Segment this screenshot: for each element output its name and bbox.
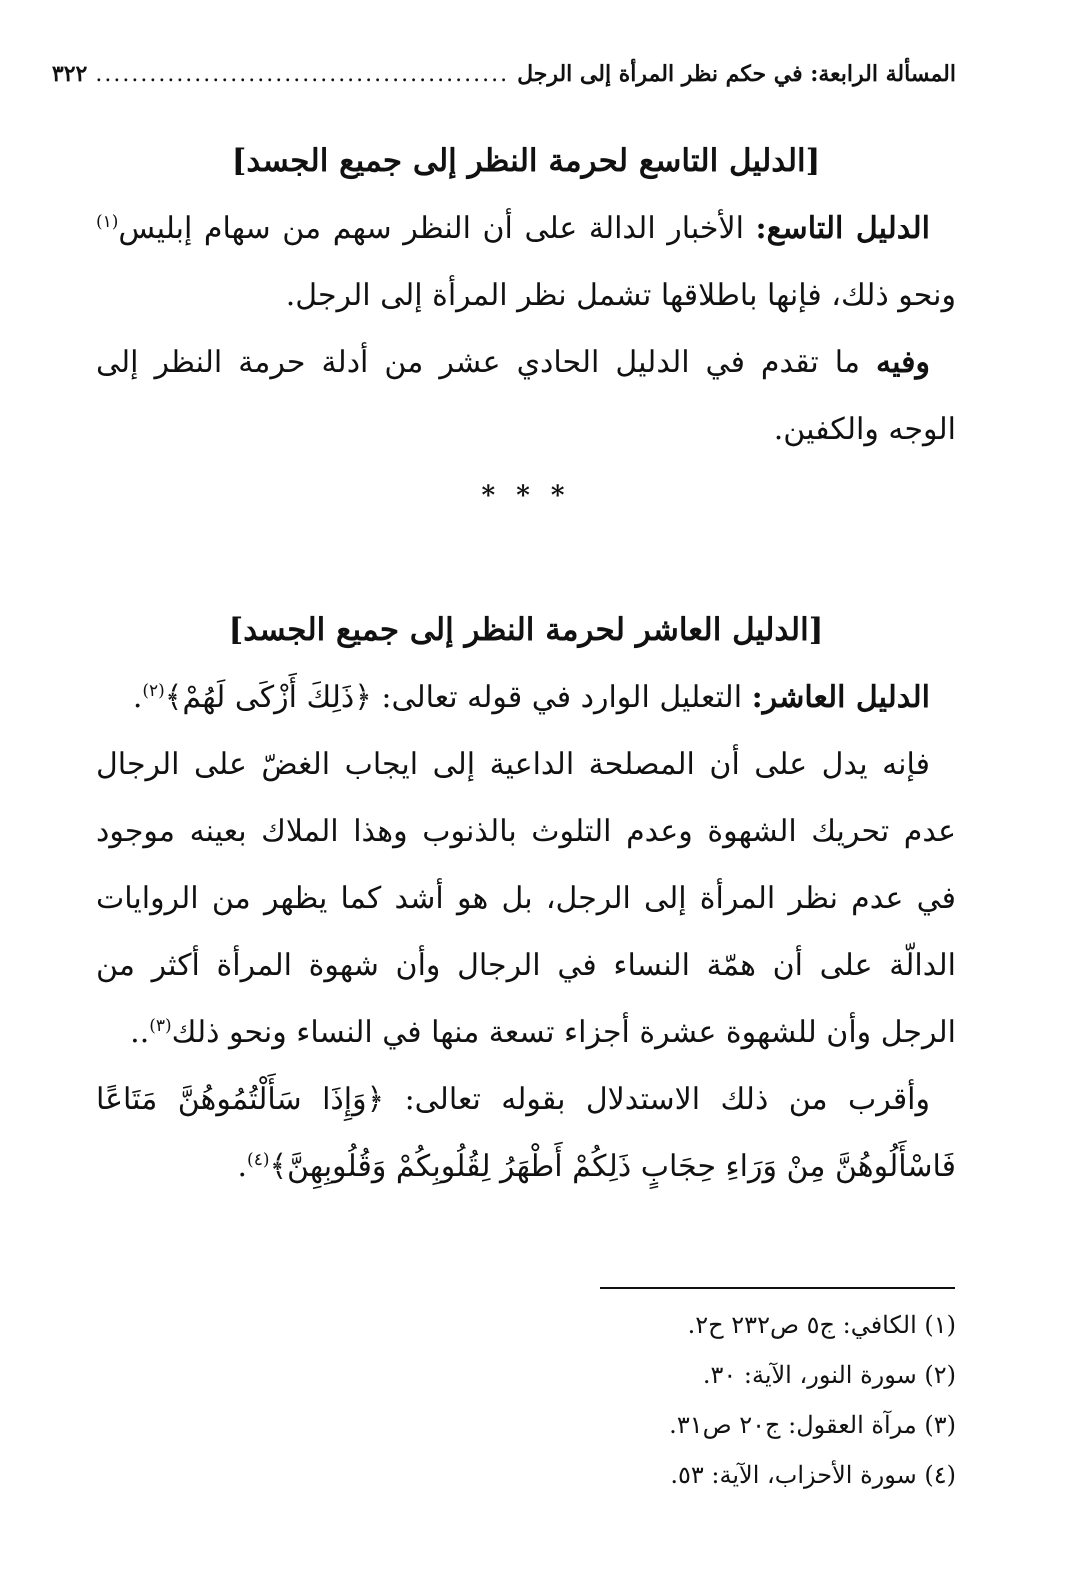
quran-verse: ﴿وَإِذَا سَأَلْتُمُوهُنَّ مَتَاعًا فَاسْأَلُوهُنَّ مِنْ وَرَاءِ حِجَابٍ ذَلِكُمْ أَطْهَرُ لِقُلُوبِكُمْ وَقُلُوبِهِنَّ﴾ <box>96 1082 956 1184</box>
paragraph-text: التعليل الوارد في قوله تعالى: <box>371 680 752 715</box>
header-title: المسألة الرابعة: في حكم نظر المرأة إلى الرجل <box>517 61 956 87</box>
footnote-ref-1[interactable]: (١) <box>96 212 119 232</box>
paragraph-tenth-evidence <box>96 664 956 731</box>
paragraph-tail: .. <box>130 1015 150 1050</box>
paragraph-text: ما تقدم في الدليل الحادي عشر من أدلة حرمة النظر إلى الوجه والكفين. <box>96 345 956 447</box>
paragraph-text: فإنه يدل على أن المصلحة الداعية إلى ايجاب الغضّ على الرجال عدم تحريك الشهوة وعدم التلوث بالذنوب وهذا الملاك بعينه موجود في عدم نظر المرأة إلى الرجل، بل هو أشد كما يظهر من الروايات الدالّة على أن همّة النساء في الرجال وأن شهوة المرأة أكثر من الرجل وأن للشهوة عشرة أجزاء تسعة منها في النساء ونحو ذلك <box>96 747 956 1050</box>
paragraph-tail: . <box>132 680 143 715</box>
footnote-3: (٣) مرآة العقول: ج٢٠ ص٣١. <box>669 1411 956 1439</box>
footnote-1: (١) الكافي: ج٥ ص٢٣٢ ح٢. <box>687 1311 956 1339</box>
paragraph-closer-argument <box>96 1066 956 1200</box>
paragraph-tail: ونحو ذلك، فإنها باطلاقها تشمل نظر المرأة إلى الرجل. <box>285 278 956 313</box>
paragraph-explanation <box>96 731 956 1066</box>
page-number: ٣٢٢ <box>51 61 88 87</box>
footnotes <box>96 1300 956 1500</box>
paragraph-lead: الدليل التاسع: <box>755 211 930 246</box>
section-heading-tenth: [الدليل العاشر لحرمة النظر إلى جميع الجسد] <box>228 612 824 648</box>
footnote-4: (٤) سورة الأحزاب، الآية: ٥٣. <box>670 1461 956 1489</box>
section-gap <box>96 530 956 597</box>
quran-verse: ﴿ذَلِكَ أَزْكَى لَهُمْ﴾ <box>164 680 372 715</box>
footnote-ref-2[interactable]: (٢) <box>142 681 165 701</box>
running-header <box>51 52 956 96</box>
footnote-ref-3[interactable]: (٣) <box>149 1016 172 1036</box>
main-text <box>96 128 956 1200</box>
paragraph-ninth-evidence <box>96 195 956 329</box>
footnote-2: (٢) سورة النور، الآية: ٣٠. <box>702 1361 956 1389</box>
paragraph-objection <box>96 329 956 463</box>
paragraph-text: وأقرب من ذلك الاستدلال بقوله تعالى: <box>384 1082 930 1117</box>
paragraph-text: الأخبار الدالة على أن النظر سهم من سهام إبليس <box>118 211 756 246</box>
paragraph-lead: وفيه <box>876 345 930 380</box>
section-heading-ninth: [الدليل التاسع لحرمة النظر إلى جميع الجسد] <box>231 143 821 179</box>
footnote-ref-4[interactable]: (٤) <box>247 1150 270 1170</box>
section-separator: * * * <box>481 481 571 511</box>
header-leader-dots: .............................................. <box>95 61 510 87</box>
footnote-divider <box>600 1287 955 1289</box>
paragraph-tail: . <box>237 1149 248 1184</box>
paragraph-lead: الدليل العاشر: <box>751 680 930 715</box>
